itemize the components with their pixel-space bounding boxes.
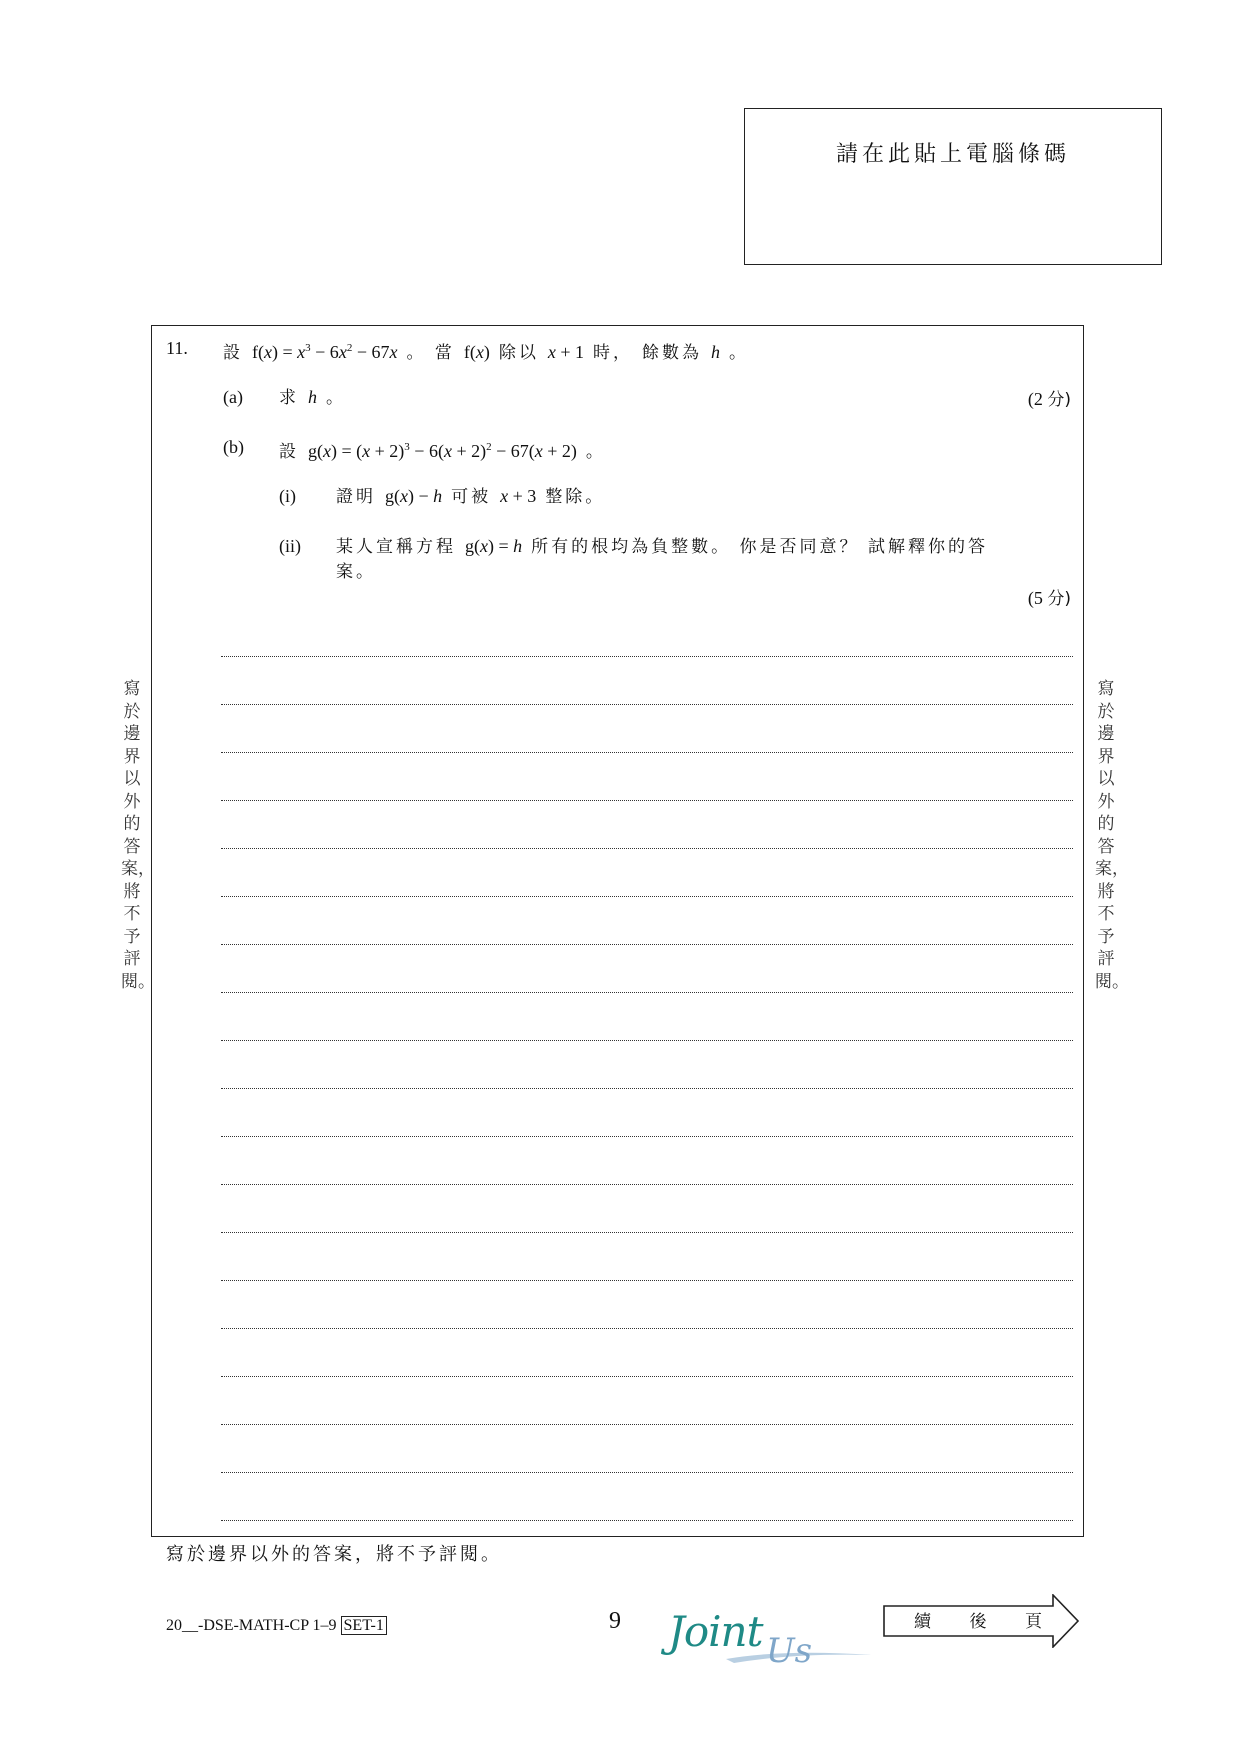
answer-line — [221, 1136, 1073, 1137]
part-b-period: 。 — [585, 442, 606, 462]
stem-function: $f(x) = x^3 - 6x^2 - 67x$ — [252, 342, 398, 362]
answer-line — [221, 752, 1073, 753]
stem-divisor: x + 1 — [547, 342, 585, 362]
continue-char-3: 頁 — [1025, 1612, 1042, 1632]
answer-line — [221, 1424, 1073, 1425]
answer-line — [221, 1280, 1073, 1281]
stem-period: 。 — [729, 343, 750, 363]
part-bi-text3: 整除。 — [545, 487, 606, 507]
bottom-note: 寫於邊界以外的答案，將不予評閱。 — [166, 1544, 502, 1565]
answer-line — [221, 848, 1073, 849]
part-bi-divisor: x + 3 — [500, 486, 537, 506]
answer-line — [221, 1040, 1073, 1041]
answer-line — [221, 704, 1073, 705]
continue-char-1: 續 — [914, 1612, 931, 1632]
answer-line — [221, 1520, 1073, 1521]
stem-mid: 。 當 — [406, 343, 455, 363]
page-number: 9 — [609, 1608, 621, 1634]
part-bii-label: (ii) — [279, 536, 301, 556]
right-margin-note: 寫於邊界以外的答案，將不予評閱。 — [1095, 679, 1129, 992]
logo-us-text: Us — [766, 1631, 813, 1671]
joint-us-logo — [664, 1607, 874, 1673]
part-b-text — [279, 435, 606, 464]
paper-code — [166, 1617, 387, 1635]
answer-line — [221, 896, 1073, 897]
part-bi-text — [336, 484, 605, 509]
answer-line — [221, 1184, 1073, 1185]
part-a-marks-unit: 分) — [1047, 390, 1071, 410]
part-bi-expr: g(x) − h — [385, 486, 443, 506]
part-bii-text-line2 — [336, 559, 376, 584]
part-bii-text3: 案。 — [336, 562, 376, 582]
set-badge: SET-1 — [341, 1616, 387, 1635]
stem-mid3: 時， — [593, 343, 634, 363]
part-a-marks-num: (2 — [1027, 389, 1043, 409]
answer-line — [221, 1088, 1073, 1089]
answer-frame — [151, 325, 1084, 1537]
stem-end: 餘數為 — [642, 343, 703, 363]
part-a-period: 。 — [326, 388, 346, 408]
part-a-label: (a) — [223, 387, 243, 407]
answer-line — [221, 1472, 1073, 1473]
part-bi-label: (i) — [279, 486, 296, 506]
stem-fx: f(x) — [463, 342, 490, 362]
part-b-function: $g(x) = (x + 2)^3 - 6(x + 2)^2 - 67(x + 2)$ — [308, 441, 577, 461]
answer-line — [221, 800, 1073, 801]
stem-mid2: 除以 — [498, 343, 539, 363]
answer-line — [221, 992, 1073, 993]
part-a-verb: 求 — [279, 388, 299, 408]
part-bii-equation: g(x) = h — [465, 536, 523, 556]
answer-line — [221, 1376, 1073, 1377]
logo-joint-text: Joint — [668, 1607, 763, 1656]
part-b-label: (b) — [223, 437, 244, 457]
continue-label — [914, 1607, 1042, 1632]
part-b-marks-num: (5 — [1027, 588, 1043, 608]
part-bii-text — [336, 534, 988, 559]
part-bii-text2: 所有的根均為負整數。 你是否同意？ 試解釋你的答 — [531, 537, 988, 557]
part-a-marks — [1028, 385, 1071, 410]
left-margin-note: 寫於邊界以外的答案，將不予評閱。 — [121, 679, 155, 992]
answer-line — [221, 1328, 1073, 1329]
continue-char-2: 後 — [969, 1612, 987, 1632]
part-a-text — [279, 385, 346, 410]
stem-h: h — [711, 342, 721, 362]
part-b-marks-unit: 分) — [1047, 589, 1071, 609]
part-b-verb: 設 — [279, 442, 299, 462]
barcode-label: 請在此貼上電腦條碼 — [835, 142, 1070, 167]
answer-line — [221, 1232, 1073, 1233]
answer-line — [221, 944, 1073, 945]
part-bii-text1: 某人宣稱方程 — [336, 537, 456, 557]
answer-line — [221, 656, 1073, 657]
part-b-marks — [1028, 584, 1071, 609]
part-bi-text2: 可被 — [451, 487, 492, 507]
question-stem — [223, 336, 749, 365]
barcode-area — [744, 108, 1162, 265]
stem-prefix: 設 — [223, 343, 243, 363]
paper-code-text: 20__-DSE-MATH-CP 1–9 — [166, 1617, 337, 1634]
question-number: 11. — [166, 338, 188, 358]
part-a-h: h — [308, 387, 317, 407]
part-bi-text1: 證明 — [336, 487, 376, 507]
